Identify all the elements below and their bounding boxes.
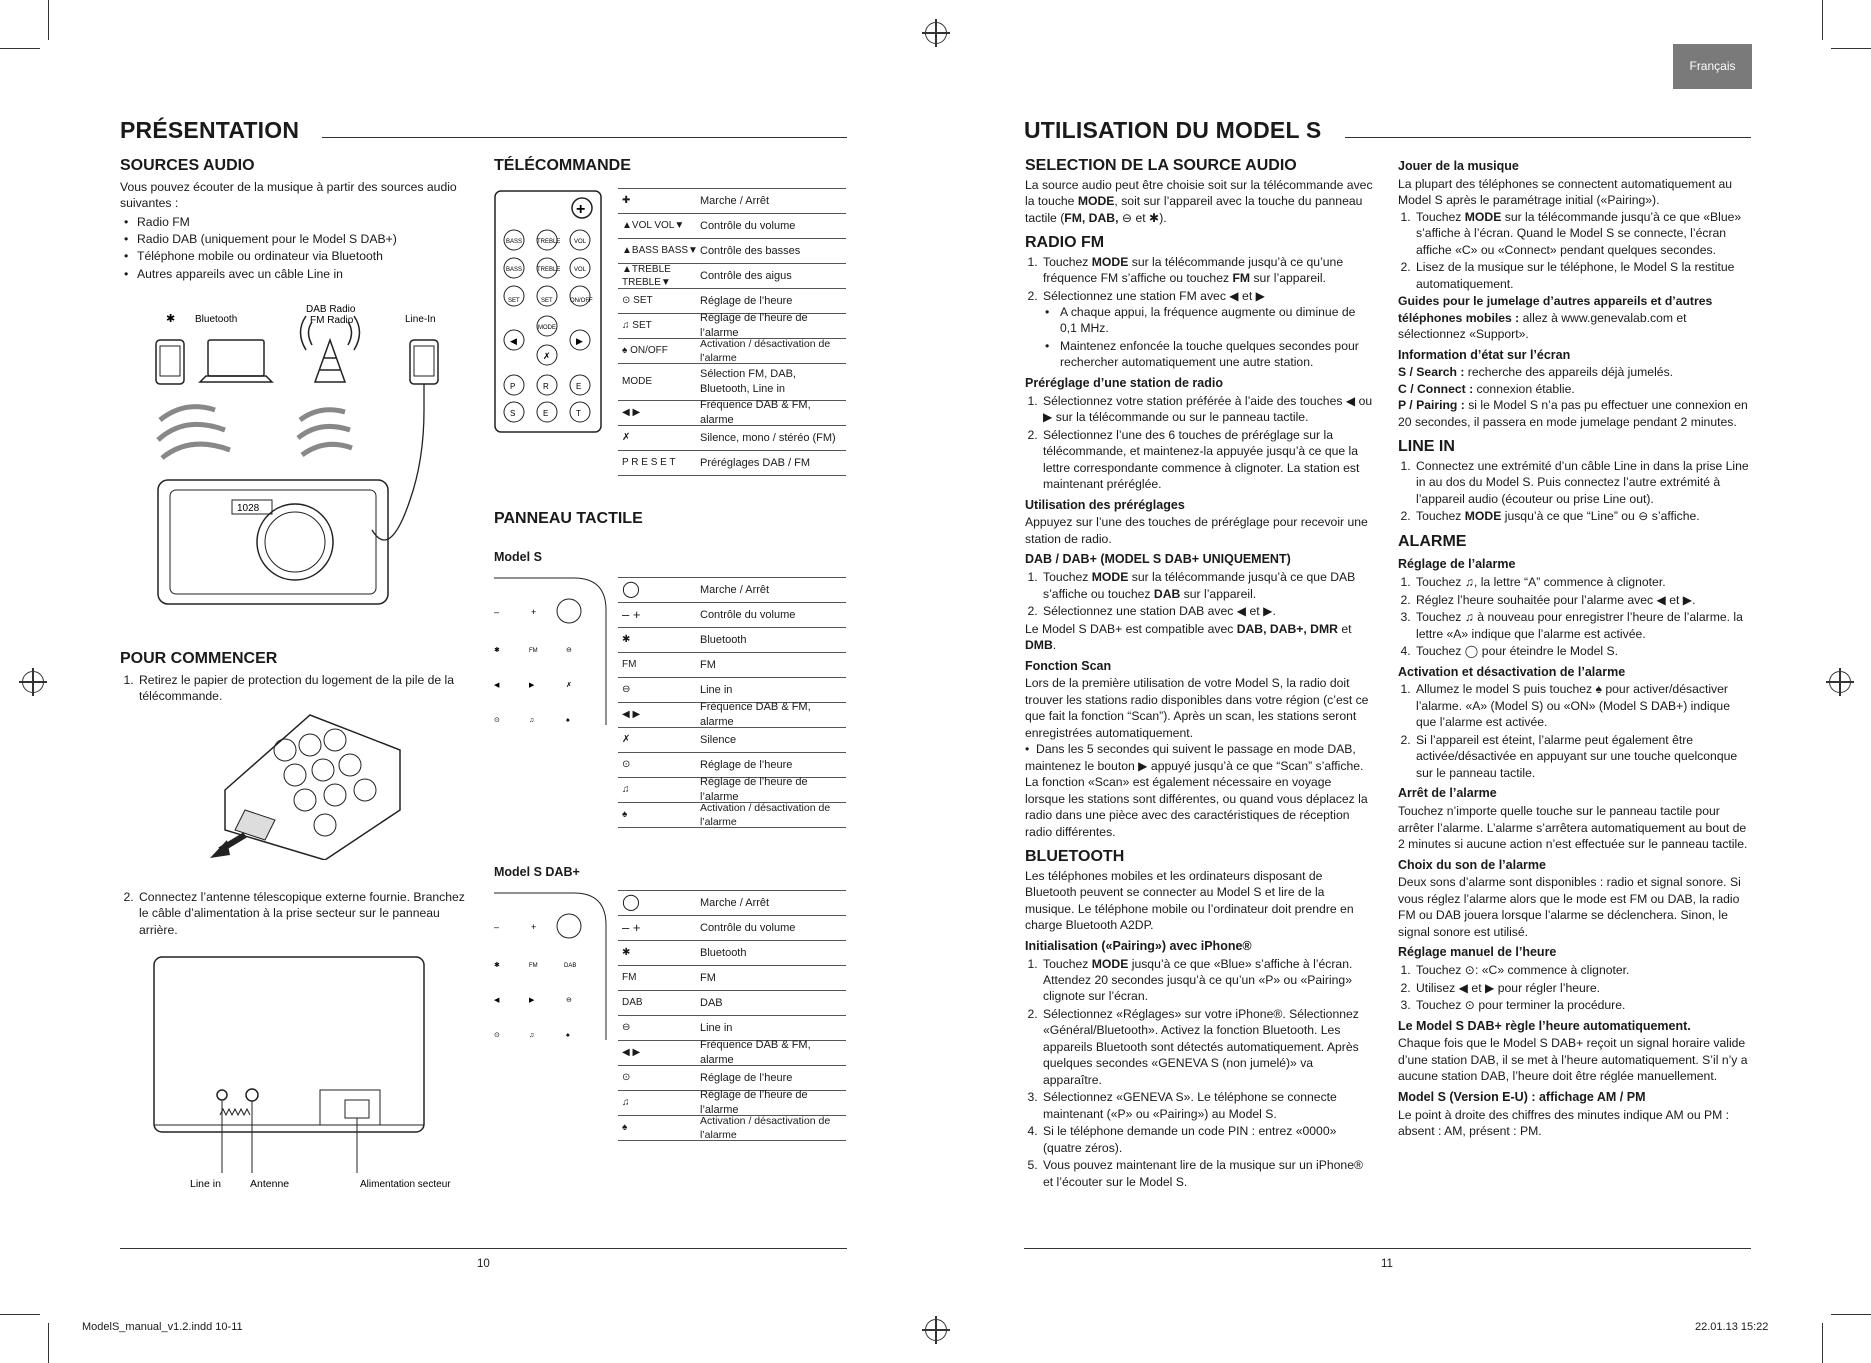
- subheading: Model S (Version E-U) : affichage AM / PM: [1398, 1089, 1646, 1104]
- list-item: 1. Touchez MODE sur la télécommande jusqu’à ce qu’une fréquence FM s’affiche ou touchez FM sur l’appareil.: [1041, 254, 1373, 287]
- svg-text:–: –: [494, 922, 500, 932]
- table-row: ▲VOL VOL▼ Contrôle du volume: [618, 214, 846, 239]
- paragraph: Le Model S DAB+ est compatible avec DAB, DAB+, DMR et DMB.: [1025, 621, 1352, 653]
- subheading: Information d’état sur l’écran: [1398, 347, 1571, 362]
- paragraph: Chaque fois que le Model S DAB+ reçoit un signal horaire valide d’une station DAB, il se met à l’heure automatiquement. S’il n’y a aucune station DAB, l’heure doit être réglée manuellement.: [1398, 1036, 1748, 1084]
- sources-intro: Vous pouvez écouter de la musique à partir des sources audio suivantes :: [120, 179, 457, 211]
- paragraph: Lors de la première utilisation de votre Model S, la radio doit trouver les stations radio disponibles dans votre région (c’est ce que fait la fonction “Scan”). Après un scan, les stations seront enregistrées automatiquement.: [1025, 676, 1369, 740]
- section-heading: SELECTION DE LA SOURCE AUDIO: [1025, 157, 1297, 174]
- rear-panel-illustration: [150, 955, 470, 1195]
- subheading: Activation et désactivation de l’alarme: [1398, 664, 1626, 679]
- fm-label: FM Radio: [310, 315, 354, 326]
- display-readout: 1028: [237, 503, 260, 514]
- section-heading: RADIO FM: [1025, 234, 1105, 251]
- svg-text:R: R: [543, 382, 549, 391]
- svg-text:◀: ◀: [494, 997, 500, 1004]
- dab-label: DAB Radio: [306, 304, 356, 315]
- subheading: Utilisation des préréglages: [1025, 497, 1185, 512]
- list-item: 1. Sélectionnez votre station préférée à l’aide des touches ◀ ou ▶ sur la télécommande ou sur le panneau tactile.: [1041, 393, 1373, 426]
- sources-heading: SOURCES AUDIO: [120, 157, 255, 174]
- subheading: Préréglage d’une station de radio: [1025, 375, 1223, 390]
- svg-text:+: +: [576, 201, 586, 218]
- subheading: Jouer de la musique: [1398, 159, 1519, 173]
- section-heading: ALARME: [1398, 532, 1467, 550]
- table-row: DAB DAB: [618, 991, 846, 1016]
- power-label: Alimentation secteur: [360, 1179, 451, 1190]
- table-row: ♫ Réglage de l’heure de l’alarme: [618, 778, 846, 803]
- remote-illustration: [494, 190, 604, 435]
- svg-text:♫: ♫: [529, 1032, 535, 1039]
- svg-text:FM: FM: [529, 648, 538, 654]
- svg-text:◀: ◀: [494, 682, 500, 689]
- list-item: 4. Touchez ◯ pour éteindre le Model S.: [1414, 643, 1753, 659]
- remote-heading: TÉLÉCOMMANDE: [494, 157, 631, 174]
- start-heading: POUR COMMENCER: [120, 650, 278, 667]
- table-row: ◯ Marche / Arrêt: [618, 577, 846, 603]
- panel-heading: PANNEAU TACTILE: [494, 510, 643, 527]
- svg-text:✱: ✱: [494, 962, 500, 969]
- svg-text:+: +: [531, 607, 537, 617]
- table-row: ♠ ON/OFF Activation / désactivation de l’alarme: [618, 339, 846, 364]
- start-section: [120, 648, 465, 706]
- antenna-label: Antenne: [250, 1178, 290, 1190]
- list-item: 3. Sélectionnez «GENEVA S». Le téléphone se connecte maintenant («P» ou «Pairing») au Model S.: [1041, 1089, 1373, 1122]
- page-title: UTILISATION DU MODEL S: [1024, 117, 1322, 143]
- svg-text:TREBLE: TREBLE: [537, 239, 561, 245]
- svg-text:VOL: VOL: [574, 267, 587, 273]
- list-item: 1. Allumez le model S puis touchez ♠ pour activer/désactiver l’alarme. «A» (Model S) ou «ON» (Model S DAB+) indique que l’alarme est activée.: [1414, 681, 1753, 730]
- date-slug: 22.01.13 15:22: [1695, 1321, 1769, 1333]
- model-s-label: Model S: [494, 550, 542, 564]
- subheading: Réglage de l’alarme: [1398, 557, 1516, 572]
- registration-mark: [925, 1319, 947, 1341]
- svg-text:–: –: [494, 607, 500, 617]
- svg-text:BASS: BASS: [506, 239, 523, 245]
- svg-text:BASS: BASS: [506, 267, 523, 273]
- right-column-2: [1398, 158, 1753, 1140]
- table-row: FM FM: [618, 653, 846, 678]
- list-item: • Maintenez enfoncée la touche quelques secondes pour rechercher automatiquement une autre station.: [1058, 338, 1373, 371]
- paragraph: La source audio peut être choisie soit sur la télécommande avec la touche MODE, soit sur l’appareil avec la touche du panneau tactile (FM, DAB, ⊖ et ✱).: [1025, 177, 1373, 225]
- svg-text:VOL: VOL: [574, 239, 587, 245]
- svg-text:▶: ▶: [576, 336, 583, 346]
- list-item: 1. Touchez MODE jusqu’à ce que «Blue» s’affiche à l’écran. Attendez 20 secondes jusqu’à ce qu’un «P» ou «Pairing» clignote sur l’écran.: [1041, 956, 1373, 1005]
- svg-text:S: S: [510, 409, 516, 418]
- sources-section: [120, 155, 465, 283]
- table-row: ◯ Marche / Arrêt: [618, 890, 846, 916]
- list-item: 1. Retirez le papier de protection du logement de la pile de la télécommande.: [137, 672, 465, 705]
- list-item: • Autres appareils avec un câble Line in: [137, 266, 465, 282]
- subheading: Réglage manuel de l’heure: [1398, 945, 1557, 960]
- start-step2: [120, 889, 470, 939]
- list-item: 1. Touchez MODE sur la télécommande jusqu’à ce que DAB s’affiche ou touchez DAB sur l’appareil.: [1041, 569, 1373, 602]
- svg-text:TREBLE: TREBLE: [537, 267, 561, 273]
- registration-mark: [925, 22, 947, 44]
- table-row: ♠ Activation / désactivation de l’alarme: [618, 803, 846, 828]
- list-item: • Téléphone mobile ou ordinateur via Bluetooth: [137, 248, 465, 264]
- paragraph: Guides pour le jumelage d’autres appareils et d’autres téléphones mobiles : allez à www.genevalab.com et sélectionnez «Support».: [1398, 294, 1713, 342]
- list-item: 2. Lisez de la musique sur le téléphone, le Model S la restitue automatiquement.: [1414, 259, 1753, 292]
- svg-text:ON/OFF: ON/OFF: [570, 298, 593, 304]
- paragraph: Les téléphones mobiles et les ordinateurs disposant de Bluetooth peuvent se connecter au Model S et lire de la musique. Le téléphone mobile ou l’ordinateur doit prendre en charge Bluetooth A2DP.: [1025, 868, 1354, 933]
- paragraph: P / Pairing : si le Model S n’a pas pu effectuer une connexion en 20 secondes, il passera en mode jumelage pendant 2 minutes.: [1398, 398, 1748, 429]
- table-row: ◀ ▶ Fréquence DAB & FM, alarme: [618, 401, 846, 426]
- list-item: 1. Touchez ⊙: «C» commence à clignoter.: [1414, 962, 1753, 978]
- table-row: – + Contrôle du volume: [618, 603, 846, 628]
- table-row: ▲BASS BASS▼ Contrôle des basses: [618, 239, 846, 264]
- table-row: ⊙ Réglage de l’heure: [618, 1066, 846, 1091]
- list-item: 1. Touchez MODE sur la télécommande jusqu’à ce que «Blue» s’affiche à l’écran. Quand le Model S se connecte, l’écran affiche «C» ou «Connect» pendant quelques secondes.: [1414, 209, 1753, 258]
- paragraph: La fonction «Scan» est également nécessaire en voyage lorsque les stations sont différentes, ou quand vous déplacez la radio dans une pièce avec des caractéristiques de réception radio différentes.: [1025, 775, 1368, 839]
- sources-illustration: [140, 300, 470, 610]
- page-number: 11: [1381, 1258, 1393, 1270]
- svg-text:SET: SET: [508, 298, 520, 304]
- svg-text:✗: ✗: [543, 351, 551, 361]
- table-row: ⊖ Line in: [618, 1016, 846, 1041]
- right-column-1: [1025, 155, 1373, 1191]
- table-row: – + Contrôle du volume: [618, 916, 846, 941]
- svg-text:MODE: MODE: [538, 325, 556, 331]
- model-s-panel-illustration: [494, 575, 609, 725]
- svg-text:E: E: [543, 409, 549, 418]
- list-item: 2. Utilisez ◀ et ▶ pour régler l’heure.: [1414, 980, 1753, 996]
- subheading: DAB / DAB+ (MODEL S DAB+ UNIQUEMENT): [1025, 552, 1291, 567]
- paragraph: S / Search : recherche des appareils déjà jumelés. C / Connect : connexion établie.: [1398, 365, 1674, 396]
- subheading: Initialisation («Pairing») avec iPhone®: [1025, 938, 1252, 953]
- list-item: 1. Connectez une extrémité d’un câble Line in dans la prise Line in au dos du Model S. Puis connectez l’autre extrémité à l’appareil audio (écouteur ou prise Line out).: [1414, 458, 1753, 507]
- table-row: ♫ SET Réglage de l’heure de l’alarme: [618, 314, 846, 339]
- paragraph: • Dans les 5 secondes qui suivent le passage en mode DAB, maintenez le bouton ▶ appuyé jusqu’à ce que “Scan” s’affiche.: [1025, 742, 1364, 773]
- paragraph: Touchez n’importe quelle touche sur le panneau tactile pour arrêter l’alarme. L’alarme s’arrêtera automatiquement au bout de 2 minutes si aucune action n’est effectuée sur le panneau tactile.: [1398, 804, 1748, 852]
- table-row: ◀ ▶ Fréquence DAB & FM, alarme: [618, 703, 846, 728]
- list-item: 2. Sélectionnez une station FM avec ◀ et ▶ • A chaque appui, la fréquence augmente ou diminue de 0,1 MHz. • Maintenez enfoncée la touche quelques secondes pour rechercher automatiquement une autre station.: [1041, 288, 1373, 371]
- table-row: ◀ ▶ Fréquence DAB & FM, alarme: [618, 1041, 846, 1066]
- list-item: • Radio DAB (uniquement pour le Model S DAB+): [137, 231, 465, 247]
- table-row: ⊙ Réglage de l’heure: [618, 753, 846, 778]
- svg-text:▶: ▶: [529, 682, 535, 689]
- page-title: PRÉSENTATION: [120, 117, 300, 143]
- section-heading: BLUETOOTH: [1025, 848, 1125, 866]
- table-row: ⊙ SET Réglage de l’heure: [618, 289, 846, 314]
- table-row: ▲TREBLE TREBLE▼ Contrôle des aigus: [618, 264, 846, 289]
- svg-text:+: +: [531, 922, 537, 932]
- model-dab-label: Model S DAB+: [494, 865, 580, 879]
- table-row: MODE Sélection FM, DAB, Bluetooth, Line in: [618, 364, 846, 401]
- list-item: 3. Touchez ⊙ pour terminer la procédure.: [1414, 997, 1753, 1013]
- svg-text:⊙: ⊙: [494, 1032, 500, 1039]
- linein-label: Line-In: [405, 314, 436, 325]
- table-row: ✱ Bluetooth: [618, 628, 846, 653]
- svg-text:◀: ◀: [510, 336, 517, 346]
- subheading: Le Model S DAB+ règle l’heure automatiquement.: [1398, 1018, 1691, 1033]
- table-row: ✗ Silence: [618, 728, 846, 753]
- svg-text:⊖: ⊖: [566, 647, 572, 654]
- list-item: 2. Sélectionnez «Réglages» sur votre iPhone®. Sélectionnez «Général/Bluetooth». Activez la fonction Bluetooth. Les appareils Bluetooth sont détectés automatiquement. Après quelques secondes «GENEVA S (non jumelé)» va apparaître.: [1041, 1006, 1373, 1088]
- subheading: Fonction Scan: [1025, 658, 1112, 673]
- list-item: 1. Touchez ♫, la lettre “A” commence à clignoter.: [1414, 574, 1753, 590]
- list-item: 5. Vous pouvez maintenant lire de la musique sur un iPhone® et l’écouter sur le Model S.: [1041, 1157, 1373, 1190]
- svg-text:▶: ▶: [529, 997, 535, 1004]
- svg-text:✗: ✗: [566, 682, 572, 689]
- svg-text:♠: ♠: [566, 717, 570, 724]
- bluetooth-label: Bluetooth: [195, 314, 238, 325]
- model-dab-panel-illustration: [494, 890, 609, 1040]
- svg-text:✱: ✱: [494, 647, 500, 654]
- svg-text:✱: ✱: [166, 313, 176, 325]
- list-item: 2. Sélectionnez une station DAB avec ◀ et ▶.: [1041, 603, 1373, 619]
- svg-text:SET: SET: [541, 298, 553, 304]
- list-item: 4. Si le téléphone demande un code PIN : entrez «0000» (quatre zéros).: [1041, 1123, 1373, 1156]
- svg-text:FM: FM: [529, 963, 538, 969]
- language-tab: Français: [1673, 44, 1752, 89]
- linein-rear-label: Line in: [190, 1178, 221, 1190]
- list-item: 3. Touchez ♫ à nouveau pour enregistrer l’heure de l’alarme. la lettre «A» indique que l’alarme est activée.: [1414, 609, 1753, 642]
- paragraph: Deux sons d’alarme sont disponibles : radio et signal sonore. Si vous réglez l’alarme alors que le mode est FM ou DAB, la radio FM ou DAB jouera lorsque l’alarme se déclenchera. Sinon, le signal sonore est utilisé.: [1398, 875, 1741, 939]
- registration-mark: [1829, 671, 1851, 693]
- paragraph: Appuyez sur l’une des touches de préréglage pour recevoir une station de radio.: [1025, 515, 1368, 546]
- list-item: 2. Si l’appareil est éteint, l’alarme peut également être activée/désactivée en appuyant sur une touche quelconque sur le panneau tactile.: [1414, 732, 1753, 781]
- section-heading: LINE IN: [1398, 438, 1455, 456]
- svg-text:♠: ♠: [566, 1032, 570, 1039]
- svg-text:DAB: DAB: [564, 963, 577, 969]
- paragraph: La plupart des téléphones se connectent automatiquement au Model S après le paramétrage initial («Pairing»).: [1398, 176, 1733, 208]
- table-row: P R E S E T Préréglages DAB / FM: [618, 451, 846, 476]
- table-row: ♠ Activation / désactivation de l’alarme: [618, 1116, 846, 1141]
- battery-illustration: [205, 710, 405, 860]
- subheading: Arrêt de l’alarme: [1398, 786, 1497, 801]
- table-row: ✗ Silence, mono / stéréo (FM): [618, 426, 846, 451]
- svg-text:♫: ♫: [529, 717, 535, 724]
- list-item: • Radio FM: [137, 214, 465, 230]
- registration-mark: [22, 671, 44, 693]
- svg-text:E: E: [576, 382, 582, 391]
- model-dab-function-table: [618, 890, 846, 1141]
- list-item: 2. Connectez l’antenne télescopique externe fournie. Branchez le câble d’alimentation à la prise secteur sur le panneau arrière.: [137, 889, 470, 938]
- table-row: ✚ Marche / Arrêt: [618, 188, 846, 214]
- page-number: 10: [477, 1258, 490, 1270]
- table-row: ✱ Bluetooth: [618, 941, 846, 966]
- list-item: • A chaque appui, la fréquence augmente ou diminue de 0,1 MHz.: [1058, 304, 1373, 337]
- paragraph: Le point à droite des chiffres des minutes indique AM ou PM : absent : AM, présent : PM.: [1398, 1107, 1730, 1139]
- svg-text:⊙: ⊙: [494, 717, 500, 724]
- table-row: ⊖ Line in: [618, 678, 846, 703]
- svg-text:T: T: [576, 409, 581, 418]
- table-row: ♫ Réglage de l’heure de l’alarme: [618, 1091, 846, 1116]
- svg-text:⊖: ⊖: [566, 997, 572, 1004]
- svg-text:P: P: [510, 382, 516, 391]
- table-row: FM FM: [618, 966, 846, 991]
- model-s-function-table: [618, 577, 846, 828]
- list-item: 2. Sélectionnez l’une des 6 touches de préréglage sur la télécommande, et maintenez-la appuyée jusqu’à ce que la lettre correspondante commence à clignoter. La station est maintenant préréglée.: [1041, 427, 1373, 493]
- remote-function-table: [618, 188, 846, 476]
- file-slug: ModelS_manual_v1.2.indd 10-11: [82, 1321, 243, 1333]
- subheading: Choix du son de l’alarme: [1398, 857, 1546, 872]
- list-item: 2. Réglez l’heure souhaitée pour l’alarme avec ◀ et ▶.: [1414, 592, 1753, 608]
- list-item: 2. Touchez MODE jusqu’à ce que “Line” ou ⊖ s’affiche.: [1414, 508, 1753, 524]
